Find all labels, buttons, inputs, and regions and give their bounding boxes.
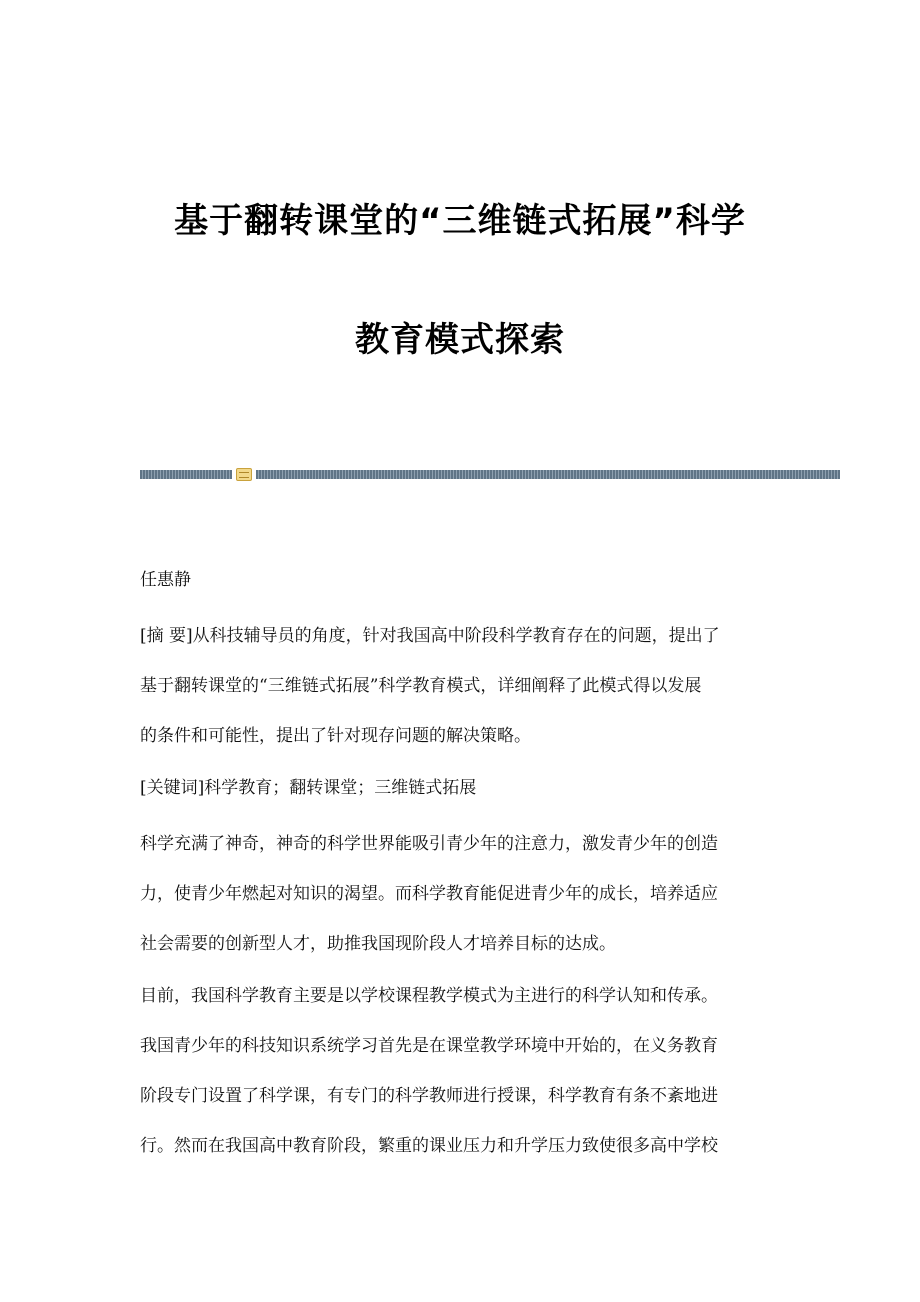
title-divider-left <box>140 470 232 479</box>
paragraph-line: 阶段专门设置了科学课，有专门的科学教师进行授课，科学教育有条不紊地进 <box>140 1086 718 1106</box>
paragraph-line: 科学充满了神奇，神奇的科学世界能吸引青少年的注意力，激发青少年的创造 <box>140 834 718 854</box>
paragraph-line: 社会需要的创新型人才，助推我国现阶段人才培养目标的达成。 <box>140 934 616 954</box>
body-paragraph-1 <box>140 819 780 969</box>
title-divider-right <box>256 470 840 479</box>
paragraph-line: 目前，我国科学教育主要是以学校课程教学模式为主进行的科学认知和传承。 <box>140 986 718 1006</box>
document-title-line-1: 基于翻转课堂的“三维链式拓展”科学 <box>174 201 746 241</box>
author-line: 任惠静 <box>140 570 191 590</box>
body-paragraph-2 <box>140 971 780 1171</box>
envelope-icon <box>236 468 252 481</box>
paragraph-line: 行。然而在我国高中教育阶段，繁重的课业压力和升学压力致使很多高中学校 <box>140 1136 718 1156</box>
author-name <box>140 555 780 605</box>
paragraph-line: 力，使青少年燃起对知识的渴望。而科学教育能促进青少年的成长，培养适应 <box>140 884 718 904</box>
abstract-line: [摘 要]从科技辅导员的角度，针对我国高中阶段科学教育存在的问题，提出了 <box>140 626 720 646</box>
abstract-line: 的条件和可能性，提出了针对现存问题的解决策略。 <box>140 726 531 746</box>
abstract-block <box>140 611 780 761</box>
document-title-line-2: 教育模式探索 <box>355 320 565 360</box>
keywords-line: [关键词]科学教育；翻转课堂；三维链式拓展 <box>140 778 477 798</box>
abstract-line: 基于翻转课堂的“三维链式拓展”科学教育模式，详细阐释了此模式得以发展 <box>140 676 702 696</box>
keywords-block <box>140 763 780 813</box>
paragraph-line: 我国青少年的科技知识系统学习首先是在课堂教学环境中开始的，在义务教育 <box>140 1036 718 1056</box>
